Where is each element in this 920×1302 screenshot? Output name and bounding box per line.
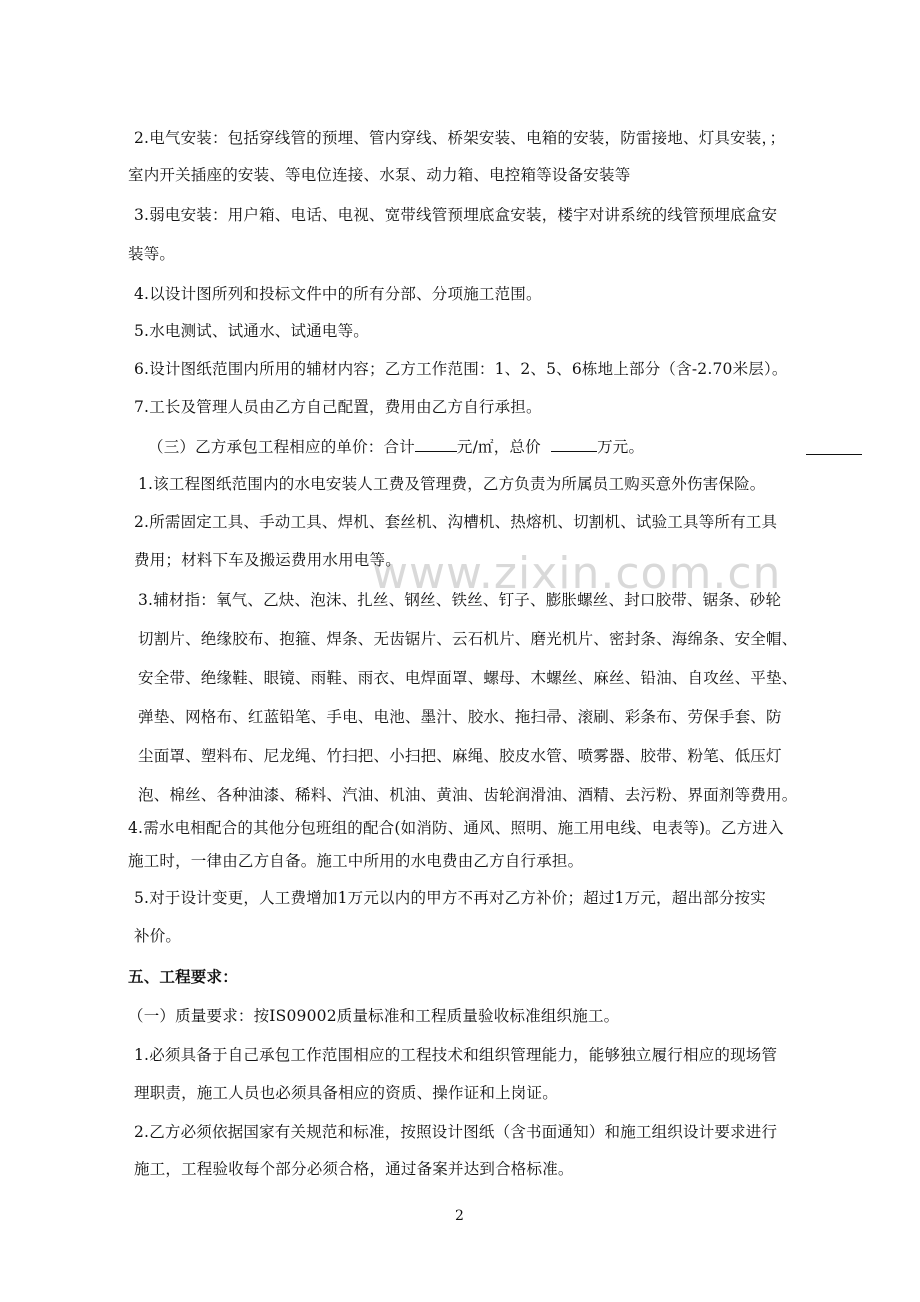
requirement-1-line-1: 1.必须具备于自己承包工作范围相应的工程技术和组织管理能力，能够独立履行相应的现场管 — [134, 1046, 778, 1064]
requirement-2-line-1: 2.乙方必须依据国家有关规范和标准，按照设计图纸（含书面通知）和施工组织设计要求进行 — [134, 1123, 778, 1141]
price-item-4-line-2: 施工时，一律由乙方自备。施工中所用的水电费由乙方自行承担。 — [128, 852, 584, 870]
page-number: 2 — [455, 1208, 464, 1224]
price-item-3-line-1: 3.辅材指：氧气、乙炔、泡沫、扎丝、钢丝、铁丝、钉子、膨胀螺丝、封口胶带、锯条、砂轮 — [138, 591, 782, 609]
clause-6: 6.设计图纸范围内所用的辅材内容；乙方工作范围：1、2、5、6栋地上部分（含-2.70米层）。 — [134, 360, 788, 378]
unit-price-blank — [415, 435, 457, 452]
price-item-2-line-1: 2.所需固定工具、手动工具、焊机、套丝机、沟槽机、热熔机、切割机、试验工具等所有工具 — [134, 513, 778, 531]
price-item-3-line-4: 弹垫、网格布、红蓝铅笔、手电、电池、墨汁、胶水、拖扫帚、滚刷、彩条布、劳保手套、防 — [138, 708, 782, 726]
unit-price-suffix: 元/㎡，总价 — [456, 438, 541, 456]
price-item-4-line-1: 4.需水电相配合的其他分包班组的配合(如消防、通风、照明、施工用电线、电表等)。乙方进入 — [128, 819, 784, 837]
requirement-2-line-2: 施工，工程验收每个部分必须合格，通过备案并达到合格标准。 — [134, 1160, 574, 1178]
clause-5: 5.水电测试、试通水、试通电等。 — [134, 322, 369, 340]
price-item-2-line-2: 费用；材料下车及搬运费用水用电等。 — [134, 551, 401, 569]
clause-3-weak-current-line-1: 3.弱电安装：用户箱、电话、电视、宽带线管预埋底盒安装，楼宇对讲系统的线管预埋底盒安 — [134, 206, 778, 224]
section-heading: 五、工程要求： — [128, 967, 238, 986]
unit-price-prefix: （三）乙方承包工程相应的单价：合计 — [148, 438, 415, 456]
price-item-1: 1.该工程图纸范围内的水电安装人工费及管理费，乙方负责为所属员工购买意外伤害保险。 — [138, 475, 766, 493]
clause-2-electrical-line-1: 2.电气安装：包括穿线管的预埋、管内穿线、桥架安装、电箱的安装，防雷接地、灯具安装，； — [134, 129, 786, 147]
requirement-1-line-2: 理职责，施工人员也必须具备相应的资质、操作证和上岗证。 — [134, 1084, 558, 1102]
clause-7: 7.工长及管理人员由乙方自己配置，费用由乙方自行承担。 — [134, 398, 542, 416]
unit-price-line — [148, 435, 644, 457]
total-price-blank — [551, 435, 597, 452]
price-item-5-line-1: 5.对于设计变更，人工费增加1万元以内的甲方不再对乙方补价；超过1万元，超出部分按实 — [134, 889, 766, 907]
price-item-3-line-3: 安全带、绝缘鞋、眼镜、雨鞋、雨衣、电焊面罩、螺母、木螺丝、麻丝、铅油、自攻丝、平垫、 — [138, 669, 798, 687]
price-item-3-line-2: 切割片、绝缘胶布、抱箍、焊条、无齿锯片、云石机片、磨光机片、密封条、海绵条、安全帽、 — [138, 630, 798, 648]
price-item-5-line-2: 补价。 — [134, 927, 182, 945]
margin-blank-rule — [806, 454, 862, 455]
clause-2-electrical-line-2: 室内开关插座的安装、等电位连接、水泵、动力箱、电控箱等设备安装等 — [128, 166, 631, 184]
watermark: www.zixin.com.cn — [372, 548, 782, 599]
clause-4: 4.以设计图所列和投标文件中的所有分部、分项施工范围。 — [134, 285, 542, 303]
total-price-suffix: 万元。 — [597, 438, 645, 456]
clause-3-weak-current-line-2: 装等。 — [128, 245, 176, 263]
quality-requirement: （一）质量要求：按IS09002质量标准和工程质量验收标准组织施工。 — [128, 1007, 620, 1025]
price-item-3-line-6: 泡、棉丝、各种油漆、稀料、汽油、机油、黄油、齿轮润滑油、酒精、去污粉、界面剂等费用。 — [138, 786, 798, 804]
price-item-3-line-5: 尘面罩、塑料布、尼龙绳、竹扫把、小扫把、麻绳、胶皮水管、喷雾器、胶带、粉笔、低压灯 — [138, 747, 782, 765]
